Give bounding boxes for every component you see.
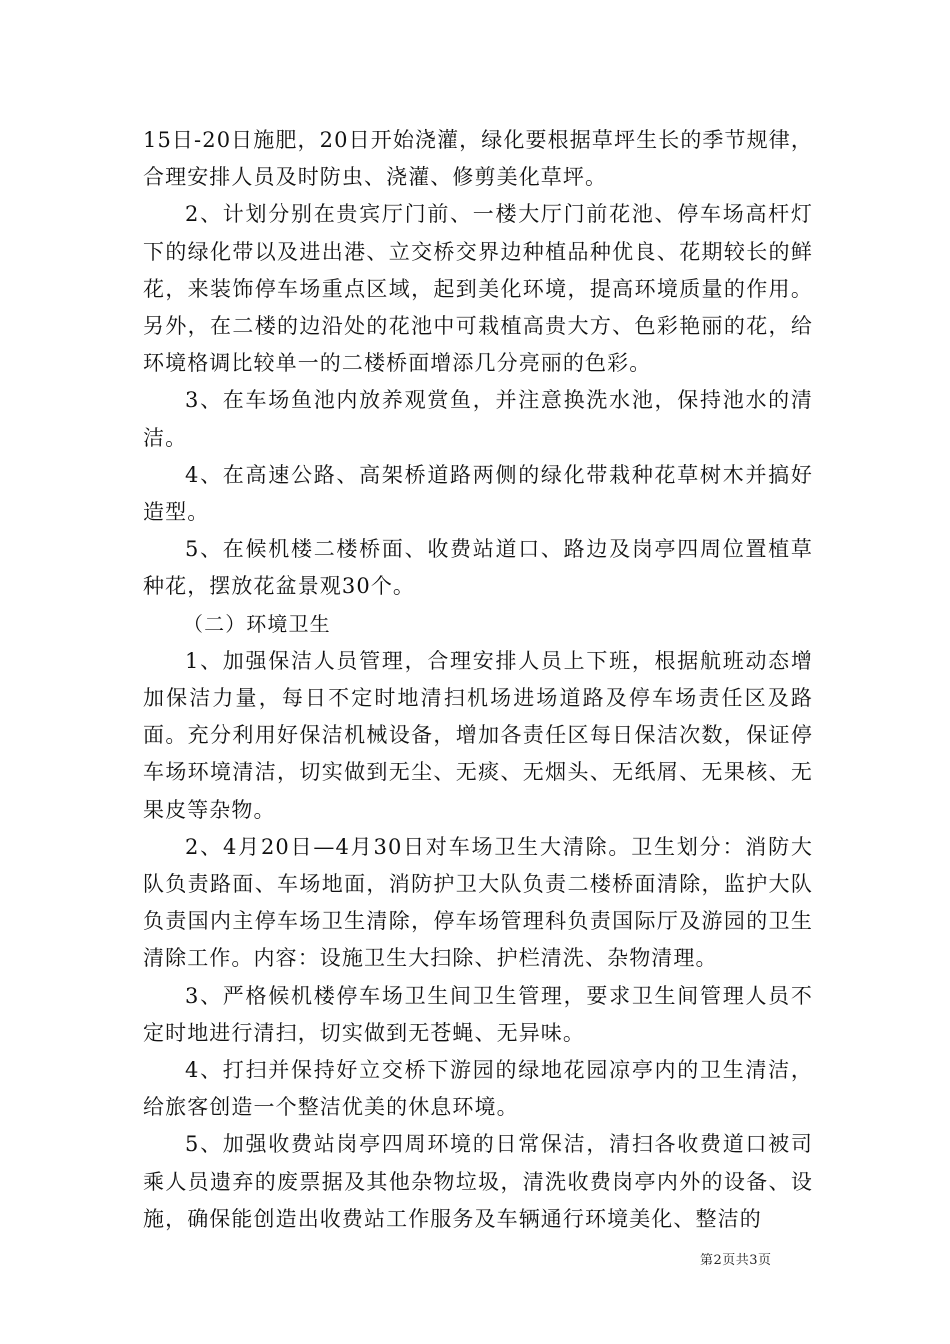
paragraph-sanitation-1: 1、加强保洁人员管理，合理安排人员上下班，根据航班动态增加保洁力量，每日不定时地清扫机场进场道路及停车场责任区及路面。充分利用好保洁机械设备，增加各责任区每日保洁次数，保证停车场环境清洁，切实做到无尘、无痰、无烟头、无纸屑、无果核、无果皮等杂物。 bbox=[143, 648, 813, 822]
paragraph-continuation: 15日-20日施肥，20日开始浇灌，绿化要根据草坪生长的季节规律，合理安排人员及时防虫、浇灌、修剪美化草坪。 bbox=[143, 128, 813, 190]
page-number: 第2页共3页 bbox=[700, 1253, 772, 1268]
paragraph-sanitation-4: 4、打扫并保持好立交桥下游园的绿地花园凉亭内的卫生清洁，给旅客创造一个整洁优美的休息环境。 bbox=[143, 1058, 813, 1120]
paragraph-item-2: 2、计划分别在贵宾厅门前、一楼大厅门前花池、停车场高杆灯下的绿化带以及进出港、立交桥交界边种植品种优良、花期较长的鲜花，来装饰停车场重点区域，起到美化环境，提高环境质量的作用。另外，在二楼的边沿处的花池中可栽植高贵大方、色彩艳丽的花，给环境格调比较单一的二楼桥面增添几分亮丽的色彩。 bbox=[143, 202, 813, 376]
document-body bbox=[143, 122, 813, 1238]
paragraph-sanitation-3: 3、严格候机楼停车场卫生间卫生管理，要求卫生间管理人员不定时地进行清扫，切实做到无苍蝇、无异味。 bbox=[143, 983, 813, 1045]
paragraph-sanitation-2: 2、4月20日—4月30日对车场卫生大清除。卫生划分：消防大队负责路面、车场地面，消防护卫大队负责二楼桥面清除，监护大队负责国内主停车场卫生清除，停车场管理科负责国际厅及游园的卫生清除工作。内容：设施卫生大扫除、护栏清洗、杂物清理。 bbox=[143, 834, 813, 971]
paragraph-sanitation-5: 5、加强收费站岗亭四周环境的日常保洁，清扫各收费道口被司乘人员遗弃的废票据及其他杂物垃圾，清洗收费岗亭内外的设备、设施，确保能创造出收费站工作服务及车辆通行环境美化、整洁的 bbox=[143, 1132, 813, 1231]
paragraph-item-5: 5、在候机楼二楼桥面、收费站道口、路边及岗亭四周位置植草种花，摆放花盆景观30个。 bbox=[143, 537, 813, 599]
section-heading: （二）环境卫生 bbox=[183, 611, 331, 636]
paragraph-item-4: 4、在高速公路、高架桥道路两侧的绿化带栽种花草树木并搞好造型。 bbox=[143, 462, 813, 525]
paragraph-item-3: 3、在车场鱼池内放养观赏鱼，并注意换洗水池，保持池水的清洁。 bbox=[143, 388, 813, 450]
